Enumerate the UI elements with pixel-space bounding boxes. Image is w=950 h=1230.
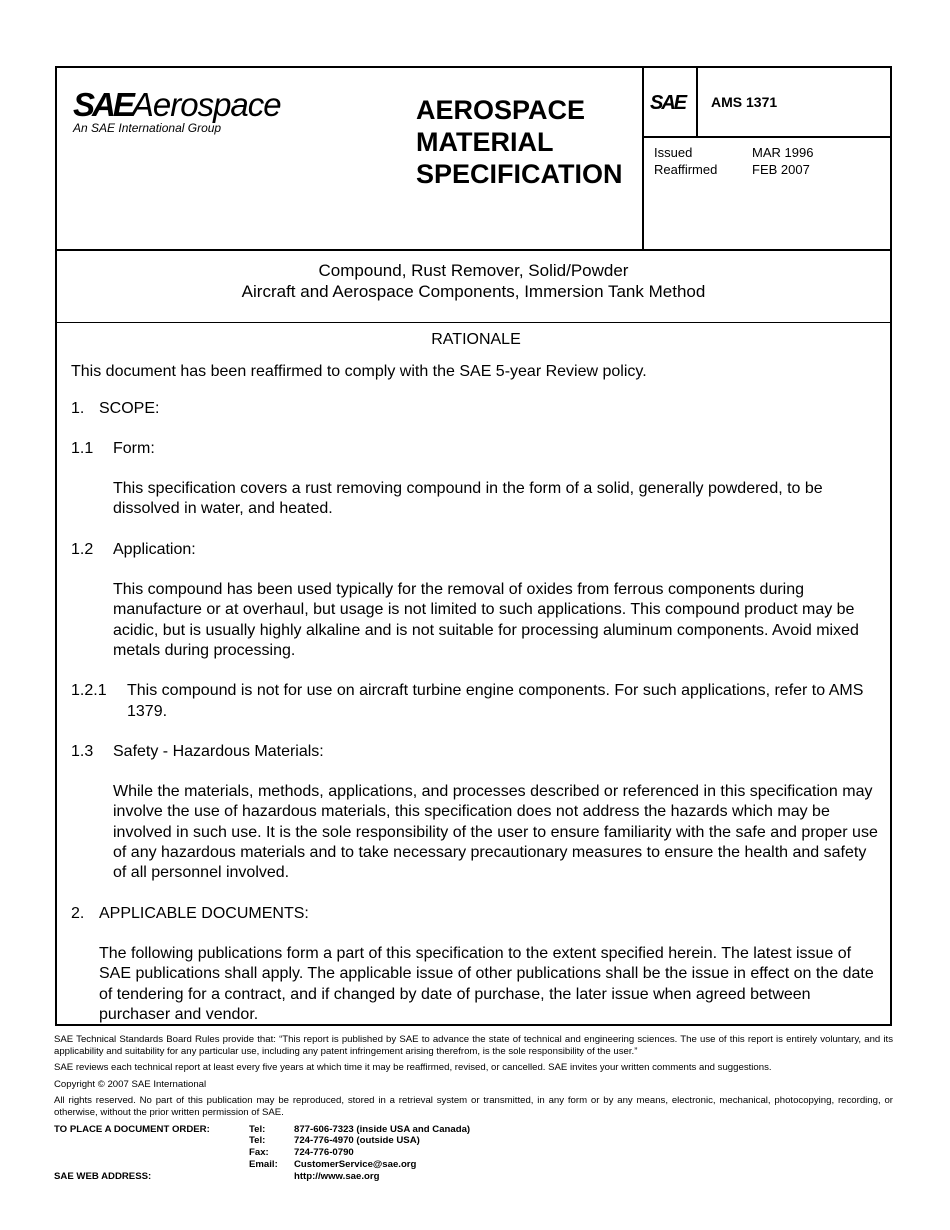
email-value[interactable]: CustomerService@sae.org [294,1158,417,1170]
logo-tagline: An SAE International Group [73,121,222,135]
email-label: Email: [249,1158,278,1170]
section-number: 1.2.1 [71,682,107,700]
section-title: Safety - Hazardous Materials: [113,742,324,760]
footer-rights: All rights reserved. No part of this publication may be reproduced, stored in a retrieval system or transmitted, in any form or by any means, electronic, mechanical, photocopying, recording, or otherwise, without the prior written permission of SAE. [54,1095,893,1118]
subject-line-2: Aircraft and Aerospace Components, Immersion Tank Method [241,282,706,301]
subject-line-1: Compound, Rust Remover, Solid/Powder [318,261,629,280]
tel1-label: Tel: [249,1123,266,1135]
section-1-1-text: This specification covers a rust removing compound in the form of a solid, generally powdered, to be dissolved in water, and heated. [113,480,823,518]
document-subject [57,249,890,323]
logo-aerospace-text: Aerospace [131,86,281,123]
section-1-2-heading [71,540,881,560]
section-1-3-heading [71,742,881,762]
section-number: 1.2 [71,540,94,558]
section-number: 2. [71,904,85,922]
reaffirmed-label: Reaffirmed [654,162,718,177]
document-header [57,68,890,251]
title-line: MATERIAL [416,127,554,157]
issued-date: MAR 1996 [752,145,814,160]
reaffirmed-date: FEB 2007 [752,162,810,177]
section-2-text: The following publications form a part of this specification to the extent specified herein. The latest issue of SAE publications shall apply. The applicable issue of other publications shall be the issue in effect on the date of tendering for a contract, and if changed by date of purchase, the later issue when agreed between purchaser and vendor. [99,944,874,1023]
title-line: AEROSPACE [416,95,586,125]
tel1-value: 877-606-7323 (inside USA and Canada) [294,1123,471,1135]
section-title: Application: [113,540,196,558]
sae-mark: SAE [650,92,686,114]
title-line: SPECIFICATION [416,159,623,189]
logo-sae-text: SAE [73,86,132,123]
section-title: Form: [113,439,155,457]
document-frame [55,66,892,1026]
section-title: APPLICABLE DOCUMENTS: [99,904,309,922]
web-value[interactable]: http://www.sae.org [294,1170,380,1182]
issue-dates [654,144,813,178]
rationale-heading: RATIONALE [431,331,521,348]
rationale-text: This document has been reaffirmed to comply with the SAE 5-year Review policy. [71,363,647,381]
section-1-2-1 [71,681,881,722]
tel2-value: 724-776-4970 (outside USA) [294,1135,420,1147]
section-text: This compound is not for use on aircraft turbine engine components. For such applications, refer to AMS 1379. [127,682,864,720]
document-footer [54,1034,893,1183]
document-body [71,330,881,1025]
web-label: SAE WEB ADDRESS: [54,1170,152,1182]
sae-aerospace-logo [73,88,281,135]
section-title: SCOPE: [99,399,160,417]
section-2-heading [71,904,881,924]
ams-box-divider [696,68,698,136]
section-number: 1.1 [71,439,94,457]
ams-number-box [644,68,890,138]
document-type-title [416,94,623,190]
section-1-heading [71,399,881,419]
issued-label: Issued [654,145,693,160]
tel2-label: Tel: [249,1135,266,1147]
order-label: TO PLACE A DOCUMENT ORDER: [54,1123,210,1135]
fax-label: Fax: [249,1147,269,1159]
section-1-1-heading [71,439,881,459]
fax-value: 724-776-0790 [294,1147,354,1159]
ams-number: AMS 1371 [711,94,778,110]
section-1-3-text: While the materials, methods, applications, and processes described or referenced in this specification may involve the use of hazardous materials, this specification does not address the hazards which may be involved in such use. It is the sole responsibility of the user to ensure familiarity with the safe and proper use of any hazardous materials and to take necessary precautionary measures to ensure the health and safety of all personnel involved. [113,783,878,882]
footer-rules: SAE Technical Standards Board Rules provide that: “This report is published by SAE to advance the state of technical and engineering sciences. The use of this report is entirely voluntary, and its applicability and suitability for any particular use, including any patent infringement arising therefrom, is the sole responsibility of the user.” [54,1034,893,1057]
footer-copyright: Copyright © 2007 SAE International [54,1078,207,1090]
section-1-2-text: This compound has been used typically for the removal of oxides from ferrous components during manufacture or at overhaul, but usage is not limited to such applications. This compound product may be acidic, but is usually highly alkaline and is not suitable for processing aluminum components. Avoid mixed metals during processing. [113,581,859,659]
section-number: 1.3 [71,742,94,760]
order-contact-block [54,1124,893,1183]
section-number: 1. [71,399,85,417]
footer-review: SAE reviews each technical report at least every five years at which time it may be reaffirmed, revised, or cancelled. SAE invites your written comments and suggestions. [54,1062,772,1074]
